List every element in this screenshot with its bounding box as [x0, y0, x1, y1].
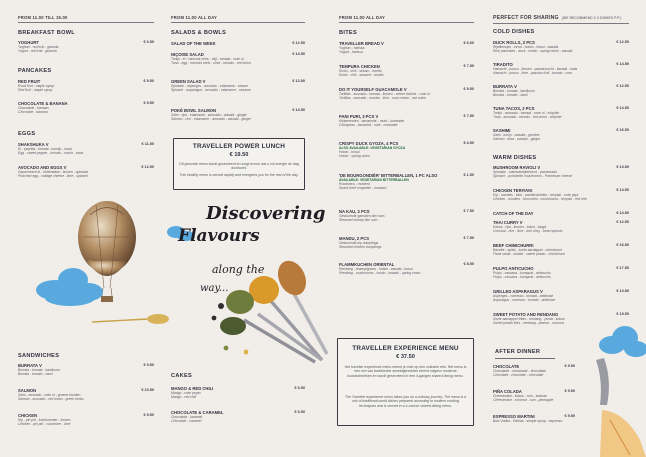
- item-price: € 7.50: [463, 236, 474, 240]
- discover-title-line2: Flavours: [178, 226, 260, 246]
- menu-item: [18, 165, 154, 178]
- item-desc-en: Egg - sweet pepper - tomato - cumin - toast: [18, 151, 84, 156]
- item-price: € 10.50: [141, 388, 154, 392]
- item-desc: Ei - paprika - tomaat - komijn - toast: [18, 147, 72, 151]
- item-desc: Zalm - tonijn - wasabi - gember: [493, 133, 540, 137]
- item-desc: Roodstreu - mosterd: [339, 182, 370, 187]
- section-title-cakes: CAKES: [171, 373, 193, 379]
- menu-item: [339, 236, 474, 249]
- item-desc-en: Snack beef croquette - mustard: [339, 186, 387, 191]
- after-dinner-divider: [495, 358, 555, 359]
- item-name: THAI CURRY V: [493, 220, 523, 225]
- item-desc-en: Asparagus - romesco - tomato - antiboise: [493, 298, 556, 303]
- item-name: DUCK ROLLS, 2 PCS: [493, 40, 535, 45]
- item-desc-en: Salmon - avocado - red onion - green herbs: [18, 397, 84, 402]
- discover-title-line4: way...: [200, 283, 229, 294]
- item-price: € 14.50: [292, 52, 305, 56]
- item-desc: Zoete aardappel frites - rendang - pinda - kokos: [493, 317, 565, 321]
- menu-item: [339, 114, 474, 127]
- section-title-bites: BITES: [339, 30, 357, 36]
- item-name: SASHIMI: [493, 128, 511, 133]
- menu-item: [493, 84, 629, 97]
- item-desc: Bavette - spitst - zoete aardappel - chimichurri: [493, 248, 563, 252]
- item-name: CHICKEN TERIYAKI: [493, 188, 533, 193]
- item-desc-en: Poached egg - cottage cheese - lime - spinach: [18, 174, 88, 179]
- menu-item: [339, 262, 474, 275]
- cocktail-hand-icon: [596, 358, 646, 457]
- item-desc-en: Rice pancakes - duck - hoisin - spring onion - wasabi: [493, 49, 573, 54]
- item-note: AVAILABLE: VEGETARIAN BITTERBALLEN: [339, 178, 409, 182]
- item-name: TRAVELLER BREAD V: [339, 41, 384, 46]
- item-price: € 6.50: [463, 141, 474, 145]
- power-lunch-price: € 19.50: [229, 152, 249, 158]
- item-name: AVOCADO AND EGGS V: [18, 165, 67, 170]
- col3-hours: FROM 11.00 ALL DAY: [339, 15, 474, 23]
- item-price: € 14.50: [616, 211, 629, 215]
- menu-item: [493, 243, 629, 256]
- item-price: € 12.50: [616, 220, 629, 224]
- item-desc-en: Rendang - mushrooms - hoisin - wasabi - spring onion: [339, 271, 421, 276]
- menu-item: [493, 266, 629, 279]
- item-name: BURRATA V: [493, 84, 517, 89]
- item-name: DO IT YOURSELF GUACAMOLE V: [339, 87, 407, 92]
- item-name: CHOCOLATE & CARAMEL: [171, 410, 224, 415]
- item-name: YOGHURT: [18, 40, 39, 45]
- item-desc: Spinazie - wakhasvrijkerkend - parmezaan: [493, 170, 557, 174]
- item-desc-en: Flank steak - shallot - sweet potato - chimichurri: [493, 252, 565, 257]
- item-name: NA KAU, 2 PCS: [339, 209, 370, 214]
- item-desc: Rood fruit - maple syrup: [18, 84, 55, 88]
- item-price: € 12.50: [616, 84, 629, 88]
- menu-item: [18, 40, 154, 53]
- item-desc-en: Tuna - avocado - tomato - red onion - chipotle: [493, 115, 562, 120]
- item-desc-en: Tuna - egg - haricots verts - olive - tomato - red onion: [171, 61, 251, 66]
- item-price: € 14.50: [616, 62, 629, 66]
- item-desc: Tortillas - avocado - tomaat - limoen - crème fraîche - rode ui: [339, 92, 430, 96]
- item-name: SHAKSHUKA V: [18, 142, 49, 147]
- sharing-title: PERFECT FOR SHARING: [493, 15, 559, 21]
- item-desc-en: Yogurt - harissa: [339, 50, 363, 55]
- item-name: CHOCOLATE: [493, 364, 520, 369]
- item-price: € 12.50: [292, 41, 305, 45]
- section-title-salads: SALADS & BOWLS: [171, 30, 227, 36]
- item-name: PIÑA COLADA: [493, 389, 522, 394]
- discover-title-line3: along the: [212, 263, 265, 276]
- item-desc: Cheesecake - kokos - rum - ananas: [493, 394, 547, 398]
- item-name: SALMON: [18, 388, 37, 393]
- item-price: € 7.50: [463, 209, 474, 213]
- section-title-breakfast: BREAKFAST BOWL: [18, 30, 76, 36]
- item-name: SALAD OF THE WEEK: [171, 41, 216, 46]
- item-price: € 9.50: [143, 413, 154, 417]
- item-price: € 9.50: [564, 389, 575, 393]
- menu-item: [493, 165, 629, 178]
- item-desc: Tonijn - avocado - tomaat - rode ui - chipotle: [493, 111, 560, 115]
- item-name: BEEF CHIMICHURRI: [493, 243, 534, 248]
- item-desc: Rijstflensjes - eend - hoisin - bosui - wasabi: [493, 45, 559, 49]
- menu-item: [171, 52, 305, 65]
- item-desc-en: Mango - red chili: [171, 395, 197, 400]
- item-desc: Asperges - romesco - tomaat - antiboise: [493, 294, 554, 298]
- cloud-left-icon: [36, 268, 103, 306]
- menu-item: [339, 141, 474, 159]
- item-name: FLAMMKUCHEN ORIENTAL: [339, 262, 395, 267]
- item-price: € 6.50: [294, 386, 305, 390]
- menu-item: [493, 220, 629, 233]
- item-desc-en: Hoisin - spring onion: [339, 154, 370, 159]
- item-price: € 12.50: [616, 40, 629, 44]
- item-name: TIRADITO: [493, 62, 513, 67]
- item-desc: Pulpo - cassava - kumquat - anticucho: [493, 271, 551, 275]
- item-desc-en: Steamed shrimp dim sum: [339, 218, 378, 223]
- menu-item: [493, 312, 629, 325]
- item-price: € 14.50: [616, 188, 629, 192]
- item-desc: Zalm - rijst - edamame - avocado - wasabi - ginger: [171, 113, 247, 117]
- item-name: RED FRUIT: [18, 79, 41, 84]
- menu-item: [18, 413, 154, 426]
- item-desc: Kikkererwten - tamarinde - munt - koriander: [339, 119, 405, 123]
- cloud-right-icon: [599, 326, 646, 357]
- item-desc: Spinazie - asperges - avocado - edamame - sesam: [171, 84, 248, 88]
- menu-item: [339, 41, 474, 54]
- menu-item: [493, 40, 629, 53]
- item-desc: Kip - piri piri - komkommer - limoen: [18, 418, 71, 422]
- menu-item: [171, 41, 305, 46]
- experience-text-nl: Het traveller experience menu neemt je mee op een culinaire reis. Het menu is een mix van traditionele wereldgerechten bereid volgens moderne kooktechnieken en wordt geserveerd in een 4-gangen shared dining menu.: [344, 365, 467, 378]
- section-title-warm: WARM DISHES: [493, 155, 537, 161]
- item-name: MANGO & RED CHILI: [171, 386, 214, 391]
- item-desc-en: Yogurt - red fruit - granola: [18, 49, 57, 54]
- menu-item: [339, 173, 474, 191]
- item-desc-en: Pulpo - cassava - kumquat - anticucho: [493, 275, 551, 280]
- item-desc-en: Hamachi - ponzu - lime - passion fruit - tomato - corn: [493, 71, 573, 76]
- item-price: € 1.50: [463, 173, 474, 177]
- item-desc: Enoki - chili - sesam - bonito: [339, 69, 382, 73]
- item-desc: Tonijn - ei - haricots verts - olijf - tomaat - rode ui: [171, 57, 244, 61]
- item-desc-en: Coconut - rice - lime - bok choy - bean sprouts: [493, 229, 563, 234]
- item-desc: Zalm - avocado - rode ui - groene kruiden: [18, 393, 81, 397]
- menu-item: [339, 87, 474, 100]
- item-name: PULPO ANTICUCHO: [493, 266, 534, 271]
- item-desc: Gestoomde garnalen dim sum: [339, 214, 385, 218]
- item-price: € 14.50: [616, 106, 629, 110]
- golden-spoon-icon: [92, 314, 169, 324]
- item-name: PANI PURI, 3 PCS V: [339, 114, 379, 119]
- section-title-sandwiches: SANDWICHES: [18, 353, 60, 359]
- item-desc-en: Spinach - portobello mushrooms - Parmesan cheese: [493, 174, 573, 179]
- menu-item: [493, 106, 629, 119]
- item-desc: Hoisin - bosui: [339, 150, 360, 155]
- item-price: € 6.50: [294, 410, 305, 414]
- item-desc: Yoghurt - harissa: [339, 46, 365, 50]
- menu-item: [171, 79, 305, 92]
- item-price: € 9.50: [564, 414, 575, 418]
- item-price: € 9.50: [143, 79, 154, 83]
- item-name: CHICKEN: [18, 413, 38, 418]
- experience-title: TRAVELLER EXPERIENCE MENU: [352, 345, 459, 352]
- item-desc: Burrata - tomaat - basilicum: [18, 368, 60, 372]
- menu-item: [493, 289, 629, 302]
- item-desc: Gepocheerd ei - hüttenkäse - limoen - spinazie: [18, 170, 89, 174]
- discover-title-line1: Discovering: [206, 203, 326, 224]
- item-price: € 12.50: [141, 165, 154, 169]
- item-desc-en: Tortillas - avocado - tomato - lime - sour cream - red onion: [339, 96, 427, 101]
- item-desc: Yoghurt - red fruit - granola: [18, 45, 59, 49]
- item-desc: Hamachi - ponzu - limoen - passievrucht - tomaat - mais: [493, 67, 578, 71]
- item-name: CRISPY DUCK GYOZA, 4 PCS: [339, 141, 399, 146]
- item-note: ALSO AVAILABLE: VEGETARIAN GYOZA: [339, 146, 406, 150]
- experience-price: € 37.50: [396, 354, 415, 360]
- item-price: € 6.00: [463, 41, 474, 45]
- item-price: € 12.50: [292, 79, 305, 83]
- item-desc: Mango - rode peper: [171, 391, 201, 395]
- item-desc-en: Burrata - tomato - basil: [18, 372, 53, 377]
- item-desc-en: Cheesecake - coconut - rum - pineapple: [493, 398, 554, 403]
- item-price: € 6.50: [143, 40, 154, 44]
- item-price: € 11.50: [141, 142, 154, 146]
- item-desc: Rendang - champignons - hoisin - wasabi - bosui: [339, 267, 413, 271]
- power-lunch-text-nl: Dit gezonde menu wordt geserveerd en zorgt ervoor dat u vol energie de dag doorkomt.: [179, 162, 299, 171]
- menu-item: [18, 142, 154, 155]
- menu-item: [493, 188, 629, 201]
- menu-item: [18, 101, 154, 114]
- menu-item: [339, 64, 474, 77]
- section-title-pancakes: PANCAKES: [18, 68, 52, 74]
- col1-hours: FROM 11.00 TILL 15.00: [18, 15, 154, 23]
- item-name: GREEN SALAD V: [171, 79, 206, 84]
- item-name: TEMPURA CHICKEN: [339, 64, 380, 69]
- item-name: NIÇOISE SALAD: [171, 52, 204, 57]
- menu-item: [339, 209, 474, 222]
- item-name: MANDU, 2 PCS: [339, 236, 370, 241]
- item-price: € 8.50: [463, 262, 474, 266]
- item-price: € 13.50: [616, 165, 629, 169]
- menu-item: [18, 79, 154, 92]
- menu-item: [171, 410, 305, 423]
- item-desc-en: Spinach - asparagus - avocado - edamame - sesame: [171, 88, 251, 93]
- menu-item: [493, 128, 629, 141]
- item-name: POKÉ BOWL SALMON: [171, 108, 217, 113]
- item-desc: Chocolade - chocolade - chocolade: [493, 369, 547, 373]
- item-price: € 9.50: [143, 101, 154, 105]
- item-desc-en: Sweet potato fries - rendang - peanut - coconut: [493, 321, 564, 326]
- item-desc: Kokos - rijst - limoen - bokoi - taugé: [493, 225, 547, 229]
- menu-item: [18, 363, 154, 376]
- experience-menu-box: [337, 338, 474, 426]
- item-desc-en: Red fruit - maple syrup: [18, 88, 53, 93]
- menu-item: [18, 388, 154, 401]
- menu-item: [171, 108, 305, 121]
- section-title-after-dinner: AFTER DINNER: [495, 349, 541, 355]
- item-price: € 13.50: [616, 289, 629, 293]
- power-lunch-text-en: This healthy menu is served rapidly and energises you for the rest of the day.: [179, 173, 299, 177]
- section-title-cold: COLD DISHES: [493, 29, 535, 35]
- menu-item: [493, 211, 629, 216]
- item-price: € 9.50: [143, 363, 154, 367]
- item-desc-en: Chocolate - caramel: [171, 419, 202, 424]
- item-desc-en: Burrata - tomato - basil: [493, 93, 528, 98]
- item-desc: Kip - noedels - bimi - paddenstoelen - teriyaki - rode pepr: [493, 193, 579, 197]
- item-name: SWEET POTATO AND RENDANG: [493, 312, 559, 317]
- menu-item: [493, 62, 629, 75]
- menu-item: [493, 364, 575, 377]
- item-desc: Chocolade - karamel: [171, 415, 203, 419]
- item-price: € 9.50: [463, 87, 474, 91]
- item-name: ESPRESSO MARTINI: [493, 414, 535, 419]
- power-lunch-title: TRAVELLER POWER LUNCH: [192, 143, 286, 150]
- power-lunch-box: [173, 138, 305, 190]
- item-desc-en: Chicken - noodles - broccolini - mushrooms - teriyaki - red chili: [493, 197, 587, 202]
- menu-item: [171, 386, 305, 399]
- item-desc-en: Chickpeas - tamarind - mint - coriander: [339, 123, 398, 128]
- item-price: € 9.50: [564, 364, 575, 368]
- item-price: € 17.50: [616, 266, 629, 270]
- menu-item: [493, 389, 575, 402]
- col2-hours: FROM 11.00 ALL DAY: [171, 15, 305, 23]
- item-name: MUSHROOM RAVIOLI V: [493, 165, 541, 170]
- col4-header: [493, 15, 629, 24]
- item-name: BURRATA V: [18, 363, 42, 368]
- item-name: TUNA TACOS, 2 PCS: [493, 106, 535, 111]
- item-desc: Burrata - tomaat - basilicum: [493, 89, 535, 93]
- item-name: GRILLED ASPARAGUS V: [493, 289, 543, 294]
- item-price: € 15.50: [616, 312, 629, 316]
- item-desc-en: Salmon - tuna - wasabi - ginger: [493, 137, 541, 142]
- experience-text-en: The Traveller experience menu takes you on a culinary journey. The menu is a mix of traditional world dishes prepared according to modern cooking techniques and is served in a 4-course shared dining menu.: [344, 395, 467, 408]
- item-name: CHOCOLATE & BANANA: [18, 101, 68, 106]
- item-name: CATCH OF THE DAY: [493, 211, 534, 216]
- item-desc-en: Chicken - piri piri - cucumber - lime: [18, 422, 71, 427]
- item-desc-en: Chocolate - banana: [18, 110, 48, 115]
- item-price: € 14.50: [292, 108, 305, 112]
- item-price: € 16.50: [616, 243, 629, 247]
- item-price: € 16.50: [616, 128, 629, 132]
- item-desc-en: Chocolate - chocolate - chocolate: [493, 373, 544, 378]
- item-desc: Chocolade - banaan: [18, 106, 49, 110]
- menu-item: [493, 414, 575, 423]
- item-name: 'DE BOURGONDIËR' BITTERBALLEN, 1 PC ALSO: [339, 173, 438, 178]
- section-title-eggs: EGGS: [18, 131, 36, 137]
- item-desc: Bols Vodka - Kahlúa - simple syrup - espresso: [493, 419, 563, 423]
- item-desc: Gestoomde kip dumplings: [339, 241, 379, 245]
- item-price: € 7.50: [463, 114, 474, 118]
- item-desc-en: Enoki - chili - sesame - bonito: [339, 73, 384, 78]
- item-desc-en: Salmon - rice - edamame - avocado - wasabi - ginger: [171, 117, 251, 122]
- item-price: € 7.50: [463, 64, 474, 68]
- sharing-subtitle: (WE RECOMMEND 2-3 DISHES P.P.): [561, 16, 622, 20]
- item-desc-en: Steamed chicken dumplings: [339, 245, 382, 250]
